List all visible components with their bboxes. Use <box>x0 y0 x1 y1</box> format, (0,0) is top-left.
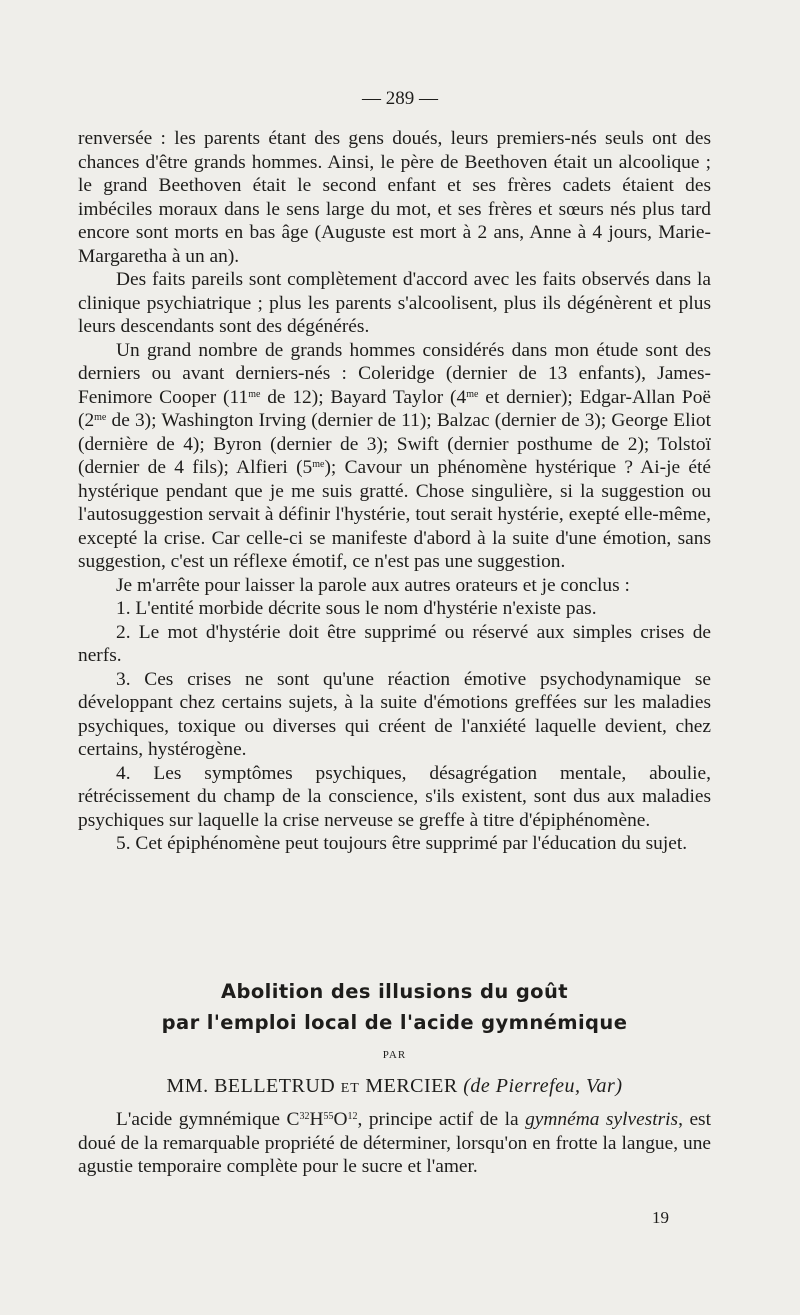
body-text <box>78 127 711 856</box>
signature-mark: 19 <box>652 1208 669 1227</box>
article-authors: MM. BELLETRUD ET MERCIER (de Pierrefeu, Var) <box>166 1075 623 1097</box>
article-header <box>78 976 711 1098</box>
conclusion-item: 3. Ces crises ne sont qu'une réaction émotive psychodynamique se développant chez certains sujets, à la suite d'émotions greffées sur les maladies psychiques, toxique ou diverses qui créent de l'anxiété laquelle devient, chez certains, hystérogène. <box>78 668 711 760</box>
page-number: — 289 — <box>362 88 438 109</box>
conclusion-item: 4. Les symptômes psychiques, désagrégation mentale, aboulie, rétrécissement du champ de la conscience, s'ils existent, sont dus aux maladies psychiques sur laquelle la crise nerveuse se greffe à titre d'épiphénomène. <box>78 762 711 831</box>
conclusion-intro: Je m'arrête pour laisser la parole aux autres orateurs et je conclus : <box>116 574 630 596</box>
article-title: Abolition des illusions du goût par l'emploi local de l'acide gymnémique <box>161 980 628 1034</box>
paragraph: Des faits pareils sont complètement d'accord avec les faits observés dans la clinique psychiatrique ; plus les parents s'alcoolisent, plus ils dégénèrent et plus leurs descendants sont des dégénérés. <box>78 269 711 337</box>
conclusion-item: 5. Cet épiphénomène peut toujours être supprimé par l'éducation du sujet. <box>116 833 688 854</box>
conclusion-item: 2. Le mot d'hystérie doit être supprimé ou réservé aux simples crises de nerfs. <box>78 621 711 666</box>
paragraph: L'acide gymnémique $C^{32}H^{55}O^{12}$, principe actif de la gymnéma sylvestris, est doué de la remarquable propriété de déterminer, lorsqu'on en frotte la langue, une agustie temporaire complète pour le sucre et l'amer. <box>78 1109 711 1177</box>
article-opening <box>78 1108 711 1179</box>
byline-par: PAR <box>382 1049 407 1061</box>
paragraph: renversée : les parents étant des gens doués, leurs premiers-nés seuls ont des chances d'être grands hommes. Ainsi, le père de Beethoven était un alcoolique ; le grand Beethoven était le second enfant et ses frères cadets étaient des imbéciles moraux dans le sens large du mot, et ses frères et sœurs nés plus tard encore sont morts en bas âge (Auguste est mort à 2 ans, Anne à 4 jours, Marie-Margaretha à un an). <box>78 128 711 267</box>
paragraph: Un grand nombre de grands hommes considérés dans mon étude sont des derniers ou avant derniers-nés : Coleridge (dernier de 13 enfants), James-Fenimore Cooper ($11^{me}$ de 12); Bayard Taylor ($4^{me}$ et dernier); Edgar-Allan Poë ($2^{me}$ de 3); Washington Irving (dernier de 11); Balzac (dernier de 3); George Eliot (dernière de 4); Byron (dernier de 3); Swift (dernier posthume de 2); Tolstoï (dernier de 4 fils); Alfieri $(5^{me})$; Cavour un phénomène hystérique ? Ai-je été hystérique pendant que je me suis gratté. Chose singulière, si la suggestion ou l'autosuggestion servait à définir l'hystérie, tout serait hystérie, exepté elle-même, excepté la crise. Car celle-ci se manifeste d'abord à la suite d'une émotion, sans suggestion, c'est un réflexe émotif, ce n'est pas une suggestion. <box>78 339 711 572</box>
conclusion-item: 1. L'entité morbide décrite sous le nom d'hystérie n'existe pas. <box>116 598 597 619</box>
